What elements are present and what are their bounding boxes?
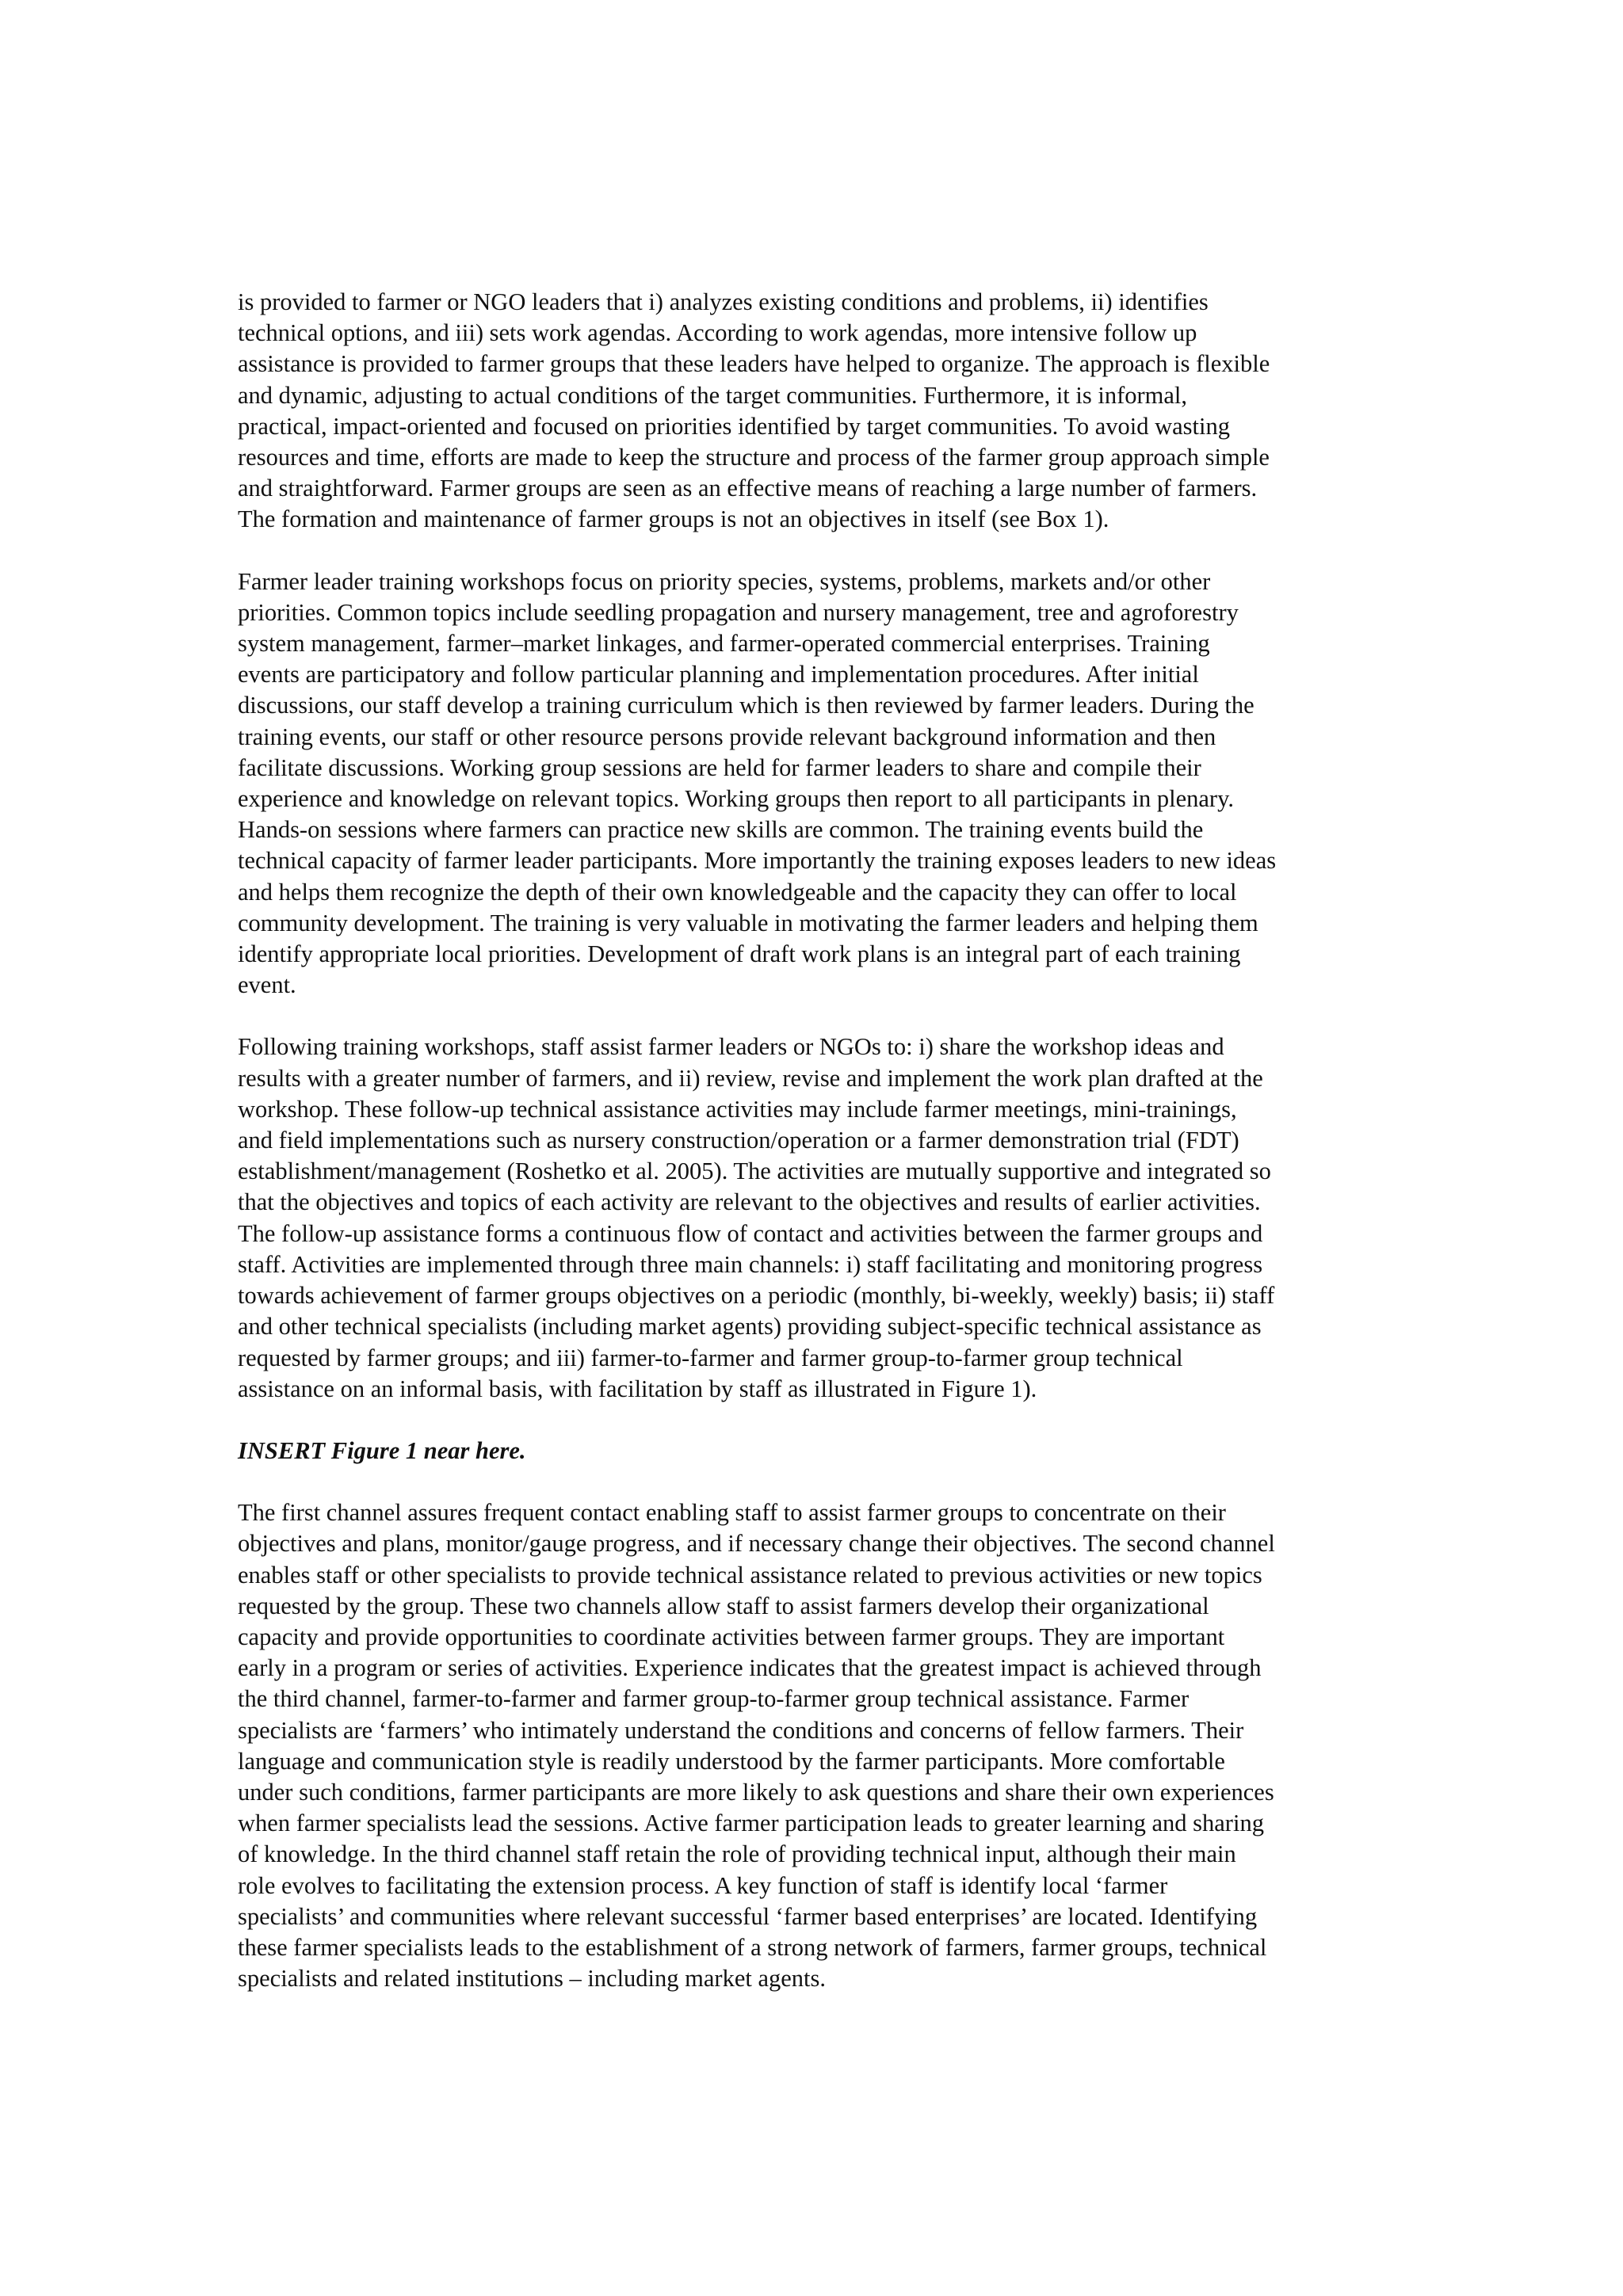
text-line: experience and knowledge on relevant topics. Working groups then report to all participants in plenary. <box>238 785 1234 813</box>
text-line: and dynamic, adjusting to actual conditions of the target communities. Furthermore, it is informal, <box>238 381 1188 409</box>
figure-insert-note: INSERT Figure 1 near here. <box>238 1436 526 1464</box>
text-line: requested by the group. These two channels allow staff to assist farmers develop their organizational <box>238 1592 1209 1619</box>
text-line: establishment/management (Roshetko et al. 2005). The activities are mutually supportive and integrated so <box>238 1158 1271 1185</box>
text-line: under such conditions, farmer participants are more likely to ask questions and share their own experiences <box>238 1778 1274 1806</box>
text-line: The formation and maintenance of farmer groups is not an objectives in itself (see Box 1). <box>238 505 1109 533</box>
paragraph-training-workshops <box>238 566 1401 1001</box>
text-line: specialists and related institutions – including market agents. <box>238 1965 827 1993</box>
text-line: community development. The training is very valuable in motivating the farmer leaders and helping them <box>238 909 1258 936</box>
text-line: and field implementations such as nursery construction/operation or a farmer demonstration trial (FDT) <box>238 1127 1239 1154</box>
text-line: of knowledge. In the third channel staff retain the role of providing technical input, although their main <box>238 1840 1236 1868</box>
text-line: these farmer specialists leads to the establishment of a strong network of farmers, farmer groups, technical <box>238 1933 1267 1961</box>
text-line: system management, farmer–market linkages, and farmer-operated commercial enterprises. Training <box>238 630 1210 658</box>
text-line: capacity and provide opportunities to coordinate activities between farmer groups. They are important <box>238 1623 1225 1650</box>
text-line: technical options, and iii) sets work agendas. According to work agendas, more intensive follow up <box>238 319 1197 347</box>
text-line: role evolves to facilitating the extension process. A key function of staff is identify local ‘farmer <box>238 1871 1168 1899</box>
text-line: towards achievement of farmer groups objectives on a periodic (monthly, bi-weekly, weekly) basis; ii) staff <box>238 1282 1275 1310</box>
text-line: resources and time, efforts are made to keep the structure and process of the farmer group approach simple <box>238 444 1270 471</box>
text-line: and other technical specialists (including market agents) providing subject-specific technical assistance as <box>238 1313 1262 1341</box>
document-body <box>238 287 1401 2025</box>
text-line: specialists are ‘farmers’ who intimately understand the conditions and concerns of fellow farmers. Their <box>238 1716 1244 1744</box>
text-line: specialists’ and communities where relevant successful ‘farmer based enterprises’ are located. Identifying <box>238 1902 1258 1930</box>
text-line: event. <box>238 971 296 999</box>
text-line: facilitate discussions. Working group sessions are held for farmer leaders to share and compile their <box>238 753 1201 781</box>
text-line: results with a greater number of farmers, and ii) review, revise and implement the work plan drafted at the <box>238 1064 1263 1092</box>
text-line: The first channel assures frequent contact enabling staff to assist farmer groups to concentrate on their <box>238 1499 1226 1527</box>
text-line: practical, impact-oriented and focused on priorities identified by target communities. To avoid wasting <box>238 412 1230 440</box>
paragraph-follow-up-assistance <box>238 1032 1401 1404</box>
text-line: enables staff or other specialists to provide technical assistance related to previous activities or new topics <box>238 1561 1262 1589</box>
text-line: Following training workshops, staff assist farmer leaders or NGOs to: i) share the workshop ideas and <box>238 1033 1224 1061</box>
text-line: events are participatory and follow particular planning and implementation procedures. After initial <box>238 661 1199 688</box>
text-line: and helps them recognize the depth of their own knowledgeable and the capacity they can offer to local <box>238 878 1237 906</box>
text-line: assistance on an informal basis, with facilitation by staff as illustrated in Figure 1). <box>238 1375 1037 1402</box>
text-line: identify appropriate local priorities. Development of draft work plans is an integral part of each training <box>238 940 1241 968</box>
text-line: language and communication style is readily understood by the farmer participants. More comfortable <box>238 1747 1225 1775</box>
text-line: when farmer specialists lead the sessions. Active farmer participation leads to greater learning and sharing <box>238 1810 1264 1837</box>
paragraph-channels <box>238 1497 1401 1994</box>
text-line: objectives and plans, monitor/gauge progress, and if necessary change their objectives. The second channel <box>238 1530 1275 1558</box>
text-line: priorities. Common topics include seedling propagation and nursery management, tree and agroforestry <box>238 598 1239 626</box>
text-line: The follow-up assistance forms a continuous flow of contact and activities between the farmer groups and <box>238 1219 1263 1247</box>
text-line: training events, our staff or other resource persons provide relevant background information and then <box>238 723 1216 750</box>
text-line: workshop. These follow-up technical assistance activities may include farmer meetings, mini-trainings, <box>238 1095 1237 1123</box>
text-line: assistance is provided to farmer groups that these leaders have helped to organize. The approach is flexible <box>238 350 1270 378</box>
text-line: that the objectives and topics of each activity are relevant to the objectives and results of earlier activities. <box>238 1188 1261 1216</box>
text-line: staff. Activities are implemented through three main channels: i) staff facilitating and monitoring progress <box>238 1250 1263 1278</box>
text-line: Farmer leader training workshops focus on priority species, systems, problems, markets and/or other <box>238 567 1211 595</box>
text-line: discussions, our staff develop a training curriculum which is then reviewed by farmer leaders. During the <box>238 692 1254 719</box>
text-line: and straightforward. Farmer groups are seen as an effective means of reaching a large number of farmers. <box>238 475 1258 502</box>
text-line: is provided to farmer or NGO leaders that i) analyzes existing conditions and problems, ii) identifies <box>238 288 1209 315</box>
text-line: Hands-on sessions where farmers can practice new skills are common. The training events build the <box>238 816 1204 844</box>
text-line: requested by farmer groups; and iii) farmer-to-farmer and farmer group-to-farmer group technical <box>238 1344 1183 1371</box>
paragraph-farmer-group-approach <box>238 287 1401 536</box>
text-line: the third channel, farmer-to-farmer and farmer group-to-farmer group technical assistance. Farmer <box>238 1685 1190 1713</box>
text-line: early in a program or series of activities. Experience indicates that the greatest impact is achieved through <box>238 1654 1262 1682</box>
text-line: technical capacity of farmer leader participants. More importantly the training exposes leaders to new ideas <box>238 847 1277 875</box>
